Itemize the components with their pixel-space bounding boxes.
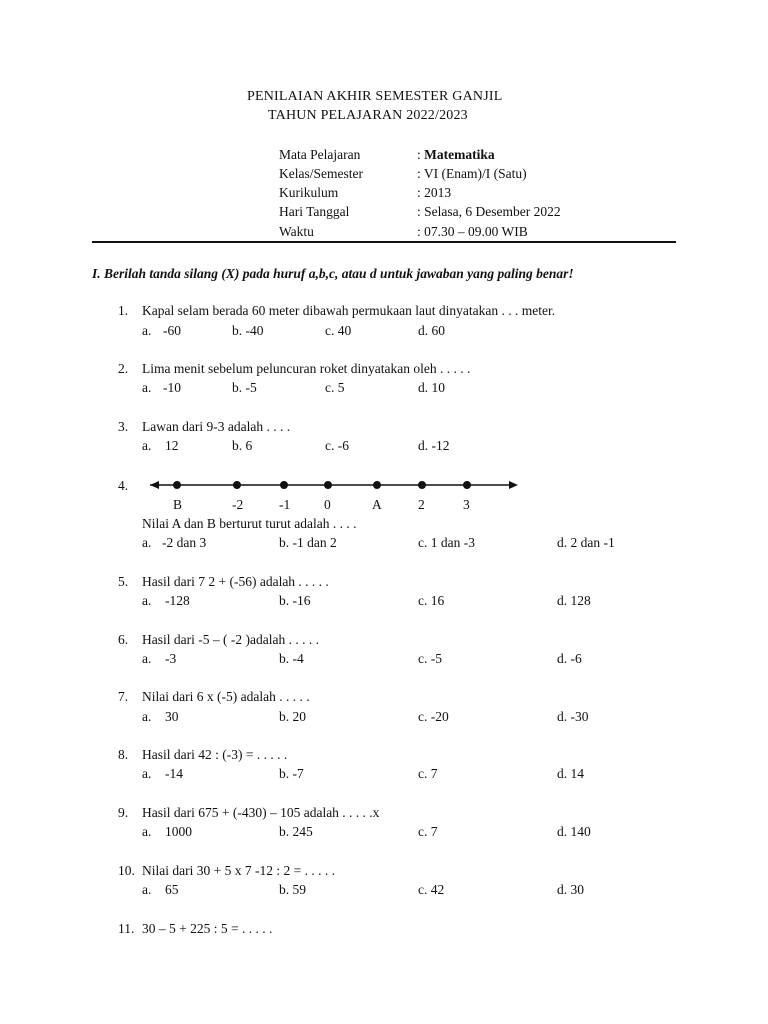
option-a: 30 (165, 709, 179, 724)
header-divider (92, 241, 676, 243)
option-a-letter: a. (142, 709, 152, 724)
question-number: 6. (118, 632, 129, 647)
number-line-label: 3 (463, 497, 470, 512)
option-b: b. -1 dan 2 (279, 535, 337, 550)
question-number: 1. (118, 303, 129, 318)
option-a-letter: a. (142, 824, 152, 839)
option-d: d. 140 (557, 824, 591, 839)
option-c: c. -6 (325, 438, 349, 453)
number-line-point (280, 481, 288, 489)
question-number: 5. (118, 574, 129, 589)
question-text: Nilai dari 30 + 5 x 7 -12 : 2 = . . . . . (142, 863, 335, 878)
info-value-date: : Selasa, 6 Desember 2022 (417, 204, 561, 219)
number-line-point (373, 481, 381, 489)
option-c: c. 7 (418, 824, 438, 839)
option-c: c. 1 dan -3 (418, 535, 475, 550)
question-text: Lima menit sebelum peluncuran roket dinyatakan oleh . . . . . (142, 361, 471, 376)
option-a-letter: a. (142, 766, 152, 781)
option-a: -2 dan 3 (162, 535, 207, 550)
option-a-letter: a. (142, 438, 152, 453)
option-a: -10 (163, 380, 181, 395)
number-line-point (463, 481, 471, 489)
number-line-label: -1 (279, 497, 291, 512)
info-label-time: Waktu (279, 224, 314, 239)
option-a: -3 (165, 651, 177, 666)
question-text: Hasil dari 42 : (-3) = . . . . . (142, 747, 288, 762)
option-c: c. 16 (418, 593, 445, 608)
info-label-subject: Mata Pelajaran (279, 147, 361, 162)
option-b: b. -4 (279, 651, 304, 666)
option-a: -60 (163, 323, 181, 338)
option-a-letter: a. (142, 651, 152, 666)
number-line-label: -2 (232, 497, 244, 512)
option-b: b. 245 (279, 824, 313, 839)
option-a-letter: a. (142, 882, 152, 897)
number-line-point (324, 481, 332, 489)
info-value-subject: : Matematika (417, 147, 495, 162)
question-number: 7. (118, 689, 129, 704)
option-d: d. -12 (418, 438, 450, 453)
option-a: -128 (165, 593, 190, 608)
question-number: 8. (118, 747, 129, 762)
option-b: b. 20 (279, 709, 306, 724)
option-d: d. 30 (557, 882, 584, 897)
number-line-point (418, 481, 426, 489)
option-d: d. 60 (418, 323, 445, 338)
number-line-diagram (140, 474, 530, 496)
info-value-class: : VI (Enam)/I (Satu) (417, 166, 527, 181)
option-a: 12 (165, 438, 179, 453)
number-line-right-arrow (509, 481, 518, 489)
option-b: b. -5 (232, 380, 257, 395)
question-text: Kapal selam berada 60 meter dibawah permukaan laut dinyatakan . . . meter. (142, 303, 556, 318)
option-b: b. -40 (232, 323, 264, 338)
number-line-point (173, 481, 181, 489)
question-number: 3. (118, 419, 129, 434)
option-c: c. 7 (418, 766, 438, 781)
question-text: Hasil dari -5 – ( -2 )adalah . . . . . (142, 632, 319, 647)
info-value-curriculum: : 2013 (417, 185, 452, 200)
exam-title: PENILAIAN AKHIR SEMESTER GANJIL (247, 89, 503, 104)
option-c: c. 5 (325, 380, 345, 395)
option-b: b. 59 (279, 882, 306, 897)
option-a: 65 (165, 882, 179, 897)
option-c: c. -5 (418, 651, 442, 666)
exam-subtitle: TAHUN PELAJARAN 2022/2023 (268, 108, 468, 123)
info-label-curriculum: Kurikulum (279, 185, 339, 200)
option-b: b. -7 (279, 766, 304, 781)
option-a-letter: a. (142, 593, 152, 608)
option-c: c. 42 (418, 882, 445, 897)
question-text: Hasil dari 675 + (-430) – 105 adalah . . . . .x (142, 805, 380, 820)
option-d: d. 2 dan -1 (557, 535, 615, 550)
question-text: Nilai A dan B berturut turut adalah . . . . (142, 516, 357, 531)
info-value-time: : 07.30 – 09.00 WIB (417, 224, 528, 239)
question-text: Lawan dari 9-3 adalah . . . . (142, 419, 291, 434)
option-d: d. 10 (418, 380, 445, 395)
question-number: 10. (118, 863, 135, 878)
option-a: -14 (165, 766, 183, 781)
number-line-label: B (173, 497, 183, 512)
option-b: b. 6 (232, 438, 253, 453)
question-number: 2. (118, 361, 129, 376)
option-d: d. -6 (557, 651, 582, 666)
question-number: 9. (118, 805, 129, 820)
number-line-label: 0 (324, 497, 331, 512)
option-a-letter: a. (142, 535, 152, 550)
number-line-point (233, 481, 241, 489)
option-d: d. -30 (557, 709, 589, 724)
option-d: d. 14 (557, 766, 584, 781)
option-d: d. 128 (557, 593, 591, 608)
question-number: 11. (118, 921, 135, 936)
option-c: c. -20 (418, 709, 449, 724)
option-a: 1000 (165, 824, 192, 839)
option-a-letter: a. (142, 380, 152, 395)
option-c: c. 40 (325, 323, 352, 338)
question-number: 4. (118, 478, 129, 493)
section-instruction: I. Berilah tanda silang (X) pada huruf a,b,c, atau d untuk jawaban yang paling benar! (92, 266, 574, 281)
option-b: b. -16 (279, 593, 311, 608)
number-line-left-arrow (150, 481, 159, 489)
question-text: Nilai dari 6 x (-5) adalah . . . . . (142, 689, 310, 704)
info-label-class: Kelas/Semester (279, 166, 363, 181)
question-text: Hasil dari 7 2 + (-56) adalah . . . . . (142, 574, 329, 589)
question-text: 30 – 5 + 225 : 5 = . . . . . (142, 921, 273, 936)
option-a-letter: a. (142, 323, 152, 338)
info-label-date: Hari Tanggal (279, 204, 350, 219)
number-line-label: 2 (418, 497, 425, 512)
number-line-label: A (372, 497, 382, 512)
